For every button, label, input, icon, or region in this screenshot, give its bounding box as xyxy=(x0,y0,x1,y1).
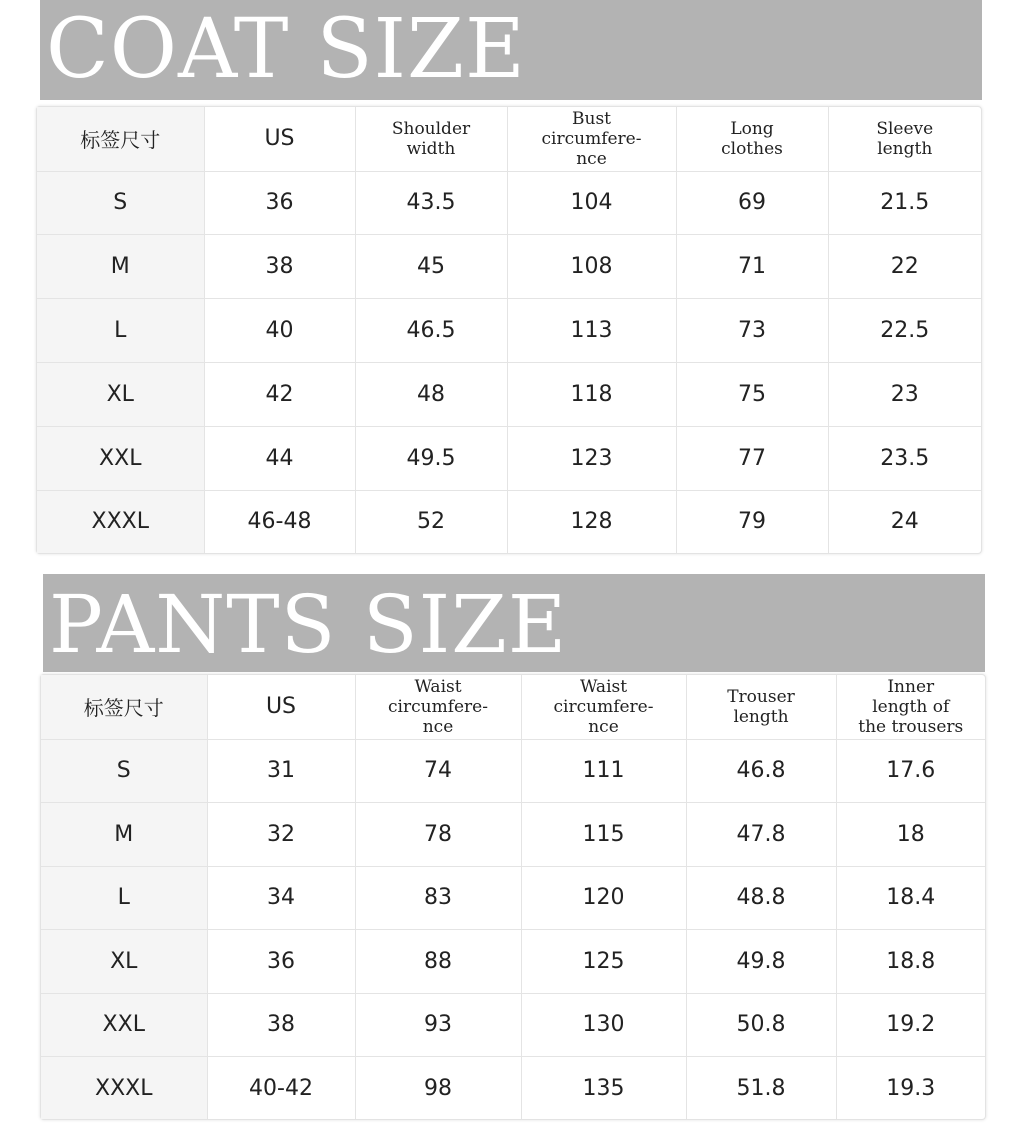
coat-bust-value: 118 xyxy=(507,363,676,427)
pants-table-row xyxy=(41,930,985,994)
pants-size-label: XL xyxy=(41,930,207,994)
coat-us-value: 42 xyxy=(204,363,355,427)
pants-table-row xyxy=(41,1057,985,1119)
coat-size-banner xyxy=(40,0,982,100)
pants-trouser-length-value: 48.8 xyxy=(686,866,836,930)
pants-waist-value-2: 115 xyxy=(521,803,686,867)
coat-shoulder-width-value: 48 xyxy=(355,363,507,427)
coat-shoulder-width-value: 49.5 xyxy=(355,426,507,490)
coat-size-table-card xyxy=(36,106,982,554)
pants-waist-value-2: 130 xyxy=(521,993,686,1057)
coat-sleeve-value: 22.5 xyxy=(828,299,981,363)
pants-trouser-length-value: 46.8 xyxy=(686,739,836,803)
coat-bust-value: 123 xyxy=(507,426,676,490)
pants-us-value: 38 xyxy=(207,993,355,1057)
coat-us-value: 44 xyxy=(204,426,355,490)
coat-size-label: XL xyxy=(37,363,204,427)
pants-header-waist-circumference: Waist circumfere- nce xyxy=(355,675,521,739)
coat-size-label: L xyxy=(37,299,204,363)
pants-size-banner xyxy=(43,574,985,672)
coat-us-value: 46-48 xyxy=(204,490,355,553)
pants-inner-length-value: 19.3 xyxy=(836,1057,985,1119)
coat-sleeve-value: 23 xyxy=(828,363,981,427)
pants-waist-value: 78 xyxy=(355,803,521,867)
pants-table-row xyxy=(41,803,985,867)
coat-header-us: US xyxy=(204,107,355,171)
pants-trouser-length-value: 49.8 xyxy=(686,930,836,994)
coat-table-row xyxy=(37,235,981,299)
pants-table-row xyxy=(41,993,985,1057)
coat-table-row xyxy=(37,490,981,553)
pants-waist-value-2: 111 xyxy=(521,739,686,803)
coat-length-value: 73 xyxy=(676,299,828,363)
coat-bust-value: 128 xyxy=(507,490,676,553)
pants-inner-length-value: 18 xyxy=(836,803,985,867)
pants-waist-value-2: 120 xyxy=(521,866,686,930)
pants-size-label: M xyxy=(41,803,207,867)
pants-size-label: XXXL xyxy=(41,1057,207,1119)
pants-size-table xyxy=(41,675,985,1119)
pants-header-trouser-length: Trouser length xyxy=(686,675,836,739)
coat-table-row xyxy=(37,426,981,490)
pants-table-row xyxy=(41,739,985,803)
coat-size-label: M xyxy=(37,235,204,299)
coat-table-row xyxy=(37,171,981,235)
coat-header-row xyxy=(37,107,981,171)
pants-waist-value-2: 125 xyxy=(521,930,686,994)
pants-trouser-length-value: 51.8 xyxy=(686,1057,836,1119)
coat-header-label-size: 标签尺寸 xyxy=(37,107,204,171)
pants-us-value: 40-42 xyxy=(207,1057,355,1119)
coat-length-value: 69 xyxy=(676,171,828,235)
coat-sleeve-value: 21.5 xyxy=(828,171,981,235)
coat-header-shoulder-width: Shoulder width xyxy=(355,107,507,171)
coat-us-value: 40 xyxy=(204,299,355,363)
coat-sleeve-value: 24 xyxy=(828,490,981,553)
pants-inner-length-value: 18.8 xyxy=(836,930,985,994)
coat-shoulder-width-value: 43.5 xyxy=(355,171,507,235)
coat-bust-value: 108 xyxy=(507,235,676,299)
coat-shoulder-width-value: 46.5 xyxy=(355,299,507,363)
coat-us-value: 36 xyxy=(204,171,355,235)
pants-inner-length-value: 19.2 xyxy=(836,993,985,1057)
coat-size-label: S xyxy=(37,171,204,235)
coat-table-row xyxy=(37,363,981,427)
coat-shoulder-width-value: 52 xyxy=(355,490,507,553)
coat-sleeve-value: 22 xyxy=(828,235,981,299)
pants-us-value: 31 xyxy=(207,739,355,803)
coat-length-value: 79 xyxy=(676,490,828,553)
pants-size-label: L xyxy=(41,866,207,930)
coat-size-label: XXL xyxy=(37,426,204,490)
pants-us-value: 32 xyxy=(207,803,355,867)
pants-header-us: US xyxy=(207,675,355,739)
pants-size-label: XXL xyxy=(41,993,207,1057)
coat-length-value: 77 xyxy=(676,426,828,490)
coat-sleeve-value: 23.5 xyxy=(828,426,981,490)
coat-header-bust-circumference: Bust circumfere- nce xyxy=(507,107,676,171)
pants-size-table-card xyxy=(40,674,986,1120)
pants-waist-value: 98 xyxy=(355,1057,521,1119)
pants-waist-value: 88 xyxy=(355,930,521,994)
coat-bust-value: 113 xyxy=(507,299,676,363)
coat-shoulder-width-value: 45 xyxy=(355,235,507,299)
pants-size-title: PANTS SIZE xyxy=(49,578,568,671)
coat-table-row xyxy=(37,299,981,363)
coat-bust-value: 104 xyxy=(507,171,676,235)
pants-waist-value: 93 xyxy=(355,993,521,1057)
pants-trouser-length-value: 47.8 xyxy=(686,803,836,867)
coat-header-sleeve-length: Sleeve length xyxy=(828,107,981,171)
coat-size-table xyxy=(37,107,981,553)
pants-us-value: 34 xyxy=(207,866,355,930)
pants-us-value: 36 xyxy=(207,930,355,994)
pants-inner-length-value: 18.4 xyxy=(836,866,985,930)
pants-header-waist-circumference-2: Waist circumfere- nce xyxy=(521,675,686,739)
pants-waist-value: 83 xyxy=(355,866,521,930)
coat-us-value: 38 xyxy=(204,235,355,299)
coat-size-label: XXXL xyxy=(37,490,204,553)
pants-table-row xyxy=(41,866,985,930)
pants-waist-value-2: 135 xyxy=(521,1057,686,1119)
coat-size-title: COAT SIZE xyxy=(46,2,526,97)
pants-size-label: S xyxy=(41,739,207,803)
coat-length-value: 71 xyxy=(676,235,828,299)
pants-header-inner-length: Inner length of the trousers xyxy=(836,675,985,739)
pants-inner-length-value: 17.6 xyxy=(836,739,985,803)
pants-header-label-size: 标签尺寸 xyxy=(41,675,207,739)
coat-length-value: 75 xyxy=(676,363,828,427)
pants-waist-value: 74 xyxy=(355,739,521,803)
pants-header-row xyxy=(41,675,985,739)
coat-header-long-clothes: Long clothes xyxy=(676,107,828,171)
pants-trouser-length-value: 50.8 xyxy=(686,993,836,1057)
